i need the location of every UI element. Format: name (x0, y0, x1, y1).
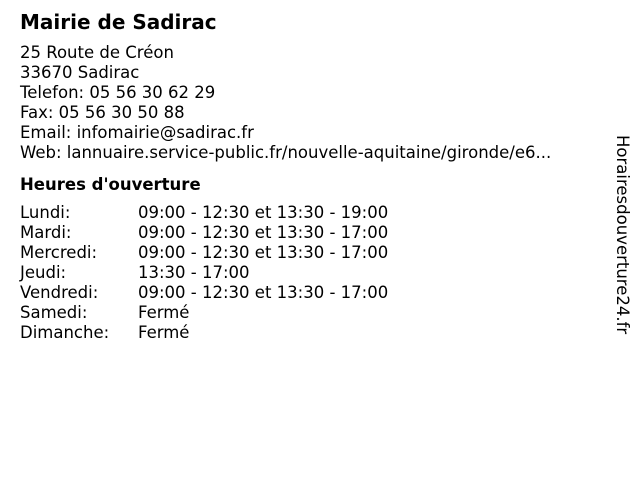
day-hours: Fermé (138, 303, 190, 322)
hours-row-tuesday (20, 223, 600, 243)
opening-hours-title: Heures d'ouverture (20, 175, 201, 194)
day-hours: 09:00 - 12:30 et 13:30 - 17:00 (138, 223, 389, 242)
address-city: 33670 Sadirac (20, 63, 140, 82)
hours-row-friday (20, 283, 600, 303)
address-street: 25 Route de Créon (20, 43, 174, 62)
day-label: Lundi: (20, 203, 71, 222)
hours-row-saturday (20, 303, 600, 323)
hours-row-thursday (20, 263, 600, 283)
business-card (20, 9, 600, 343)
hours-row-sunday (20, 323, 600, 343)
day-label: Mardi: (20, 223, 72, 242)
day-hours: Fermé (138, 323, 190, 342)
hours-row-monday (20, 203, 600, 223)
day-hours: 09:00 - 12:30 et 13:30 - 19:00 (138, 203, 389, 222)
day-hours: 13:30 - 17:00 (138, 263, 250, 282)
day-label: Mercredi: (20, 243, 98, 262)
website-url: Web: lannuaire.service-public.fr/nouvelle-aquitaine/gironde/e6... (20, 143, 552, 162)
day-label: Jeudi: (20, 263, 67, 282)
day-label: Vendredi: (20, 283, 99, 302)
day-hours: 09:00 - 12:30 et 13:30 - 17:00 (138, 243, 389, 262)
day-label: Dimanche: (20, 323, 110, 342)
hours-row-wednesday (20, 243, 600, 263)
phone-number: Telefon: 05 56 30 62 29 (20, 83, 216, 102)
business-name: Mairie de Sadirac (20, 10, 217, 34)
site-watermark: Horairesdouverture24.fr (613, 135, 632, 335)
day-hours: 09:00 - 12:30 et 13:30 - 17:00 (138, 283, 389, 302)
day-label: Samedi: (20, 303, 88, 322)
email-address: Email: infomairie@sadirac.fr (20, 123, 254, 142)
fax-number: Fax: 05 56 30 50 88 (20, 103, 185, 122)
